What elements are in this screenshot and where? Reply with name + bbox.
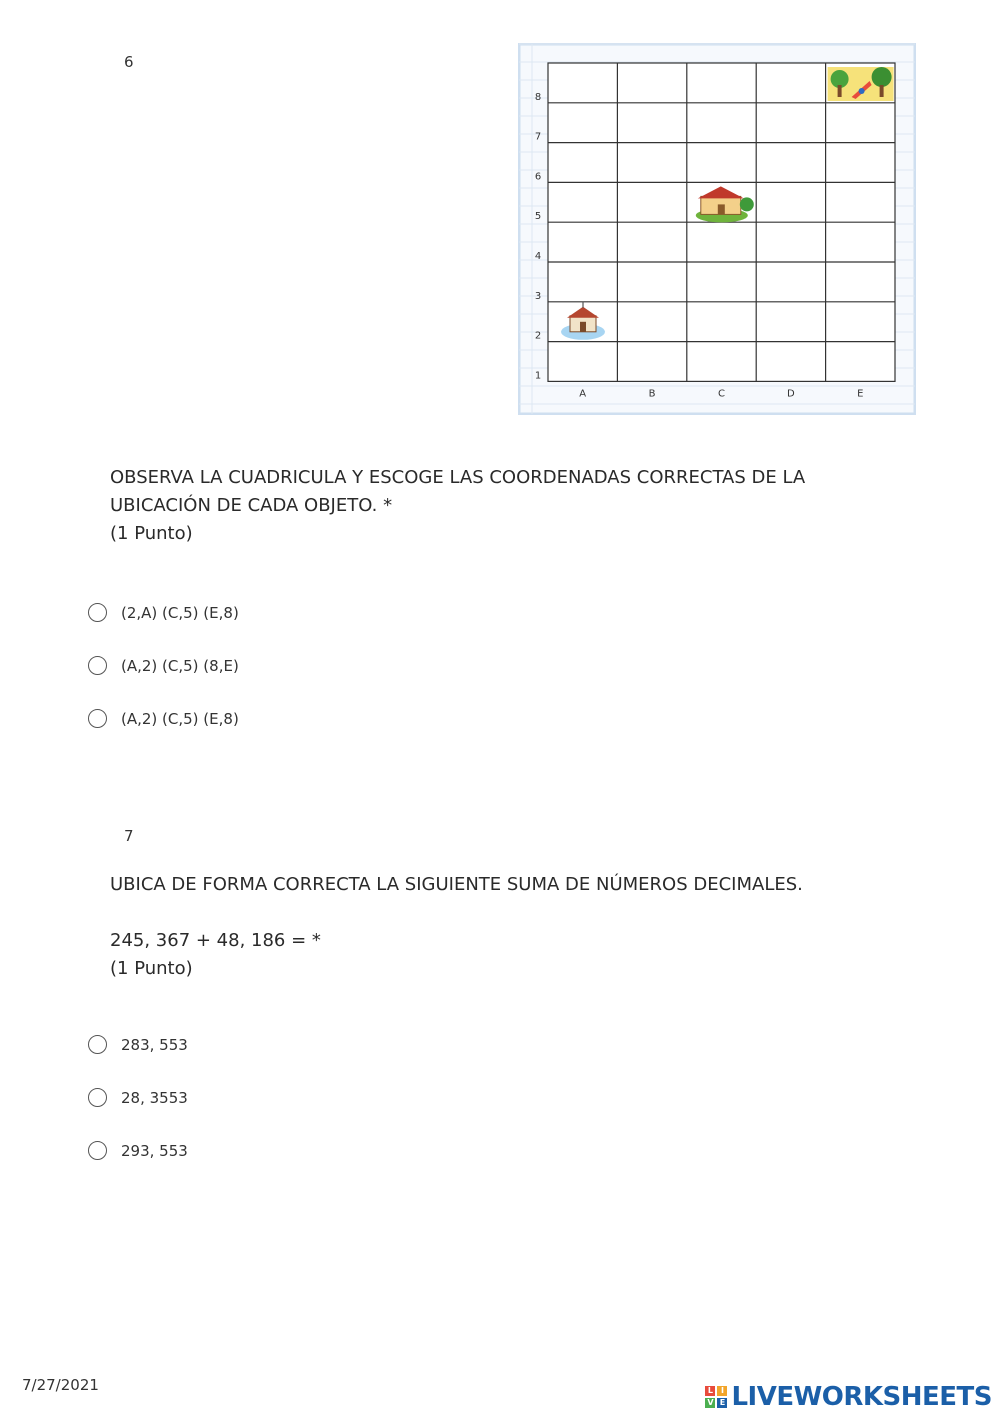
row-label: 1 (534, 370, 542, 382)
answer-option[interactable] (88, 1071, 188, 1124)
question-prompt (110, 871, 803, 983)
answer-options (88, 586, 239, 745)
column-label: B (648, 388, 656, 400)
answer-option[interactable] (88, 692, 239, 745)
row-label: 8 (534, 91, 542, 103)
answer-option[interactable] (88, 1124, 188, 1177)
radio-button[interactable] (88, 1035, 107, 1054)
answer-option[interactable] (88, 586, 239, 639)
option-label: 293, 553 (121, 1141, 188, 1160)
question-number: 6 (124, 53, 134, 71)
column-label: C (718, 388, 725, 400)
row-label: 4 (534, 251, 542, 262)
radio-button[interactable] (88, 603, 107, 622)
radio-button[interactable] (88, 1088, 107, 1107)
option-label: (A,2) (C,5) (8,E) (121, 656, 239, 675)
option-label: 28, 3553 (121, 1088, 188, 1107)
prompt-line: UBICACIÓN DE CADA OBJETO. * (110, 495, 393, 516)
option-label: 283, 553 (121, 1035, 188, 1054)
brand-mark-icon: L I V E (705, 1386, 727, 1408)
prompt-line: 245, 367 + 48, 186 = * (110, 930, 321, 951)
answer-option[interactable] (88, 639, 239, 692)
brand-logo (705, 1382, 992, 1412)
column-label: E (857, 388, 864, 400)
radio-button[interactable] (88, 1141, 107, 1160)
points-label: (1 Punto) (110, 523, 193, 544)
radio-button[interactable] (88, 656, 107, 675)
coordinate-grid (518, 43, 916, 415)
prompt-line: UBICA DE FORMA CORRECTA LA SIGUIENTE SUMA DE NÚMEROS DECIMALES. (110, 874, 803, 895)
answer-options (88, 1018, 188, 1177)
column-label: A (579, 388, 587, 400)
radio-button[interactable] (88, 709, 107, 728)
brand-name: LIVEWORKSHEETS (731, 1382, 992, 1412)
question-prompt (110, 464, 805, 548)
row-label: 7 (534, 131, 542, 143)
question-number: 7 (124, 827, 134, 845)
park-icon (828, 67, 894, 101)
footer-date: 7/27/2021 (22, 1376, 99, 1394)
answer-option[interactable] (88, 1018, 188, 1071)
row-label: 5 (534, 211, 542, 223)
points-label: (1 Punto) (110, 958, 193, 979)
row-label: 2 (534, 330, 542, 342)
row-label: 3 (534, 290, 542, 302)
row-label: 6 (534, 171, 542, 183)
prompt-line: OBSERVA LA CUADRICULA Y ESCOGE LAS COORDENADAS CORRECTAS DE LA (110, 467, 806, 488)
column-label: D (787, 388, 795, 400)
option-label: (2,A) (C,5) (E,8) (121, 603, 239, 622)
option-label: (A,2) (C,5) (E,8) (121, 709, 239, 728)
